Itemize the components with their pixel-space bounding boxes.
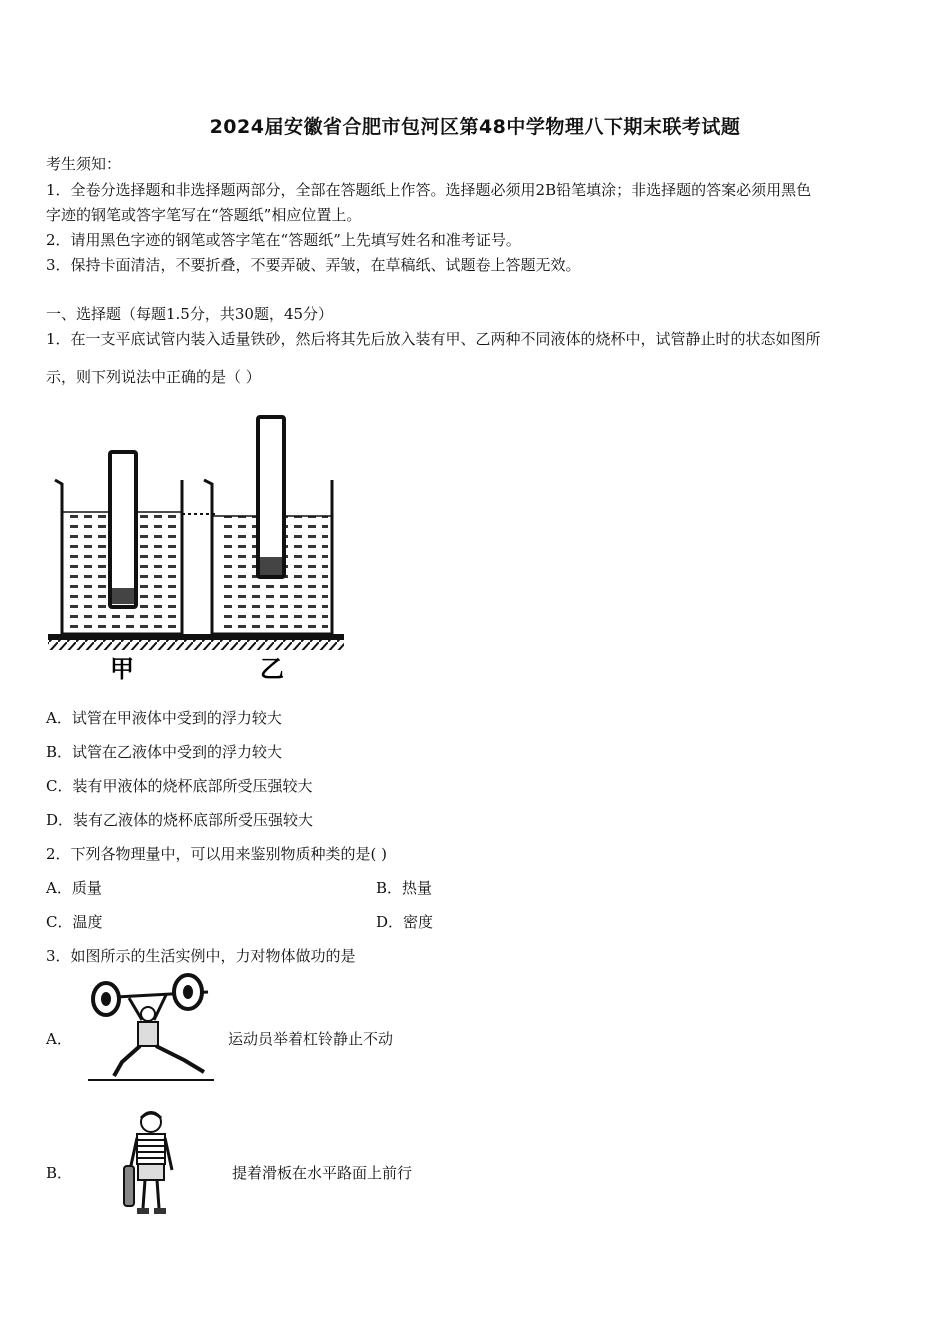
q2-option-b: B．热量: [376, 879, 433, 897]
q3-stem: 3．如图所示的生活实例中，力对物体做功的是: [46, 947, 356, 965]
q2-stem: 2．下列各物理量中，可以用来鉴别物质种类的是( ): [46, 845, 388, 863]
notice-item-1-cont: 字迹的钢笔或答字笔写在“答题纸”相应位置上。: [46, 206, 362, 224]
figure-label-jia: 甲: [110, 655, 134, 683]
notice-item-1: 1．全卷分选择题和非选择题两部分，全部在答题纸上作答。选择题必须用2B铅笔填涂；非选择题的答案必须用黑色: [46, 181, 812, 199]
section-heading: 一、选择题（每题1.5分，共30题，45分）: [46, 305, 334, 323]
q3-option-a-letter: A．: [46, 1030, 72, 1048]
q2-option-a: A．质量: [46, 879, 102, 897]
q1-stem-line1: 1．在一支平底试管内装入适量铁砂，然后将其先后放入装有甲、乙两种不同液体的烧杯中，试管静止时的状态如图所: [46, 330, 821, 348]
q1-option-b: B．试管在乙液体中受到的浮力较大: [46, 743, 283, 761]
q3-option-b-text: 提着滑板在水平路面上前行: [232, 1164, 413, 1182]
figure-label-yi: 乙: [260, 655, 284, 683]
q1-stem-line2: 示，则下列说法中正确的是（ ）: [46, 368, 261, 386]
weightlifter-illustration: [84, 972, 218, 1086]
page-title: 2024届安徽省合肥市包河区第48中学物理八下期末联考试题: [209, 116, 741, 138]
notice-heading: 考生须知：: [46, 155, 122, 173]
q2-option-d: D．密度: [376, 913, 434, 931]
q3-option-b-letter: B．: [46, 1164, 73, 1182]
q1-option-d: D．装有乙液体的烧杯底部所受压强较大: [46, 811, 314, 829]
q2-option-c: C．温度: [46, 913, 103, 931]
notice-item-2: 2．请用黑色字迹的钢笔或答字笔在“答题纸”上先填写姓名和准考证号。: [46, 231, 521, 249]
q3-option-a-text: 运动员举着杠铃静止不动: [228, 1030, 394, 1048]
boy-with-skateboard-illustration: [118, 1108, 182, 1222]
notice-item-3: 3．保持卡面清洁，不要折叠，不要弄破、弄皱，在草稿纸、试题卷上答题无效。: [46, 256, 581, 274]
q1-option-a: A．试管在甲液体中受到的浮力较大: [46, 709, 282, 727]
q1-option-c: C．装有甲液体的烧杯底部所受压强较大: [46, 777, 313, 795]
q1-beaker-figure: [40, 412, 350, 687]
